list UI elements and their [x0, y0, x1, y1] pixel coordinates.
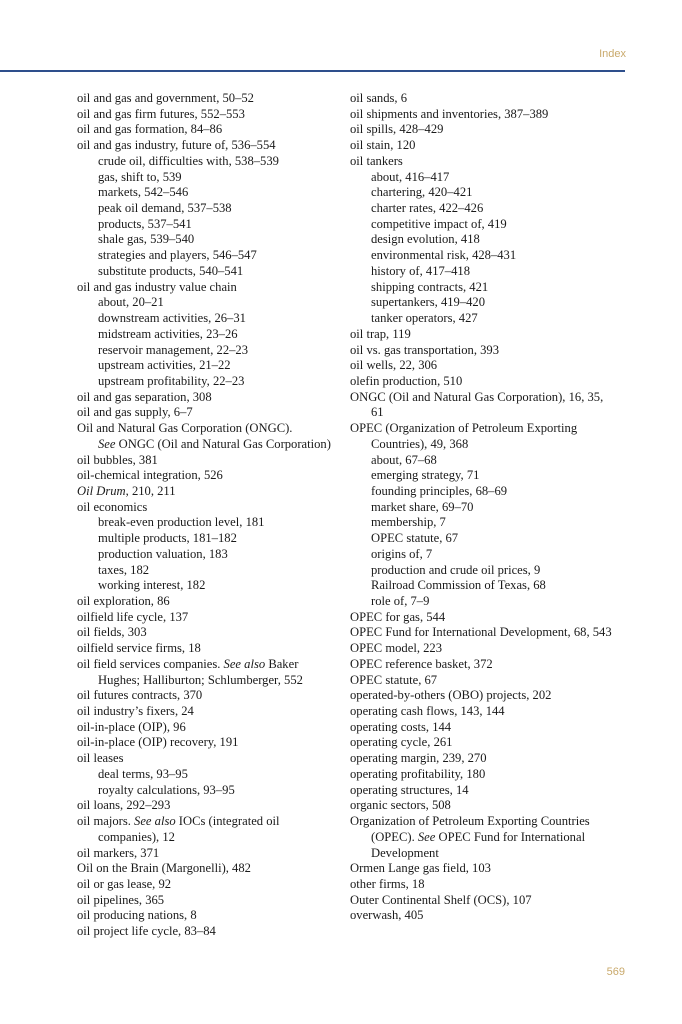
index-subentry: upstream activities, 21–22 — [98, 358, 231, 373]
index-entry — [77, 657, 339, 688]
index-entry: oil industry’s fixers, 24 — [77, 704, 194, 719]
index-entry: oil and gas separation, 308 — [77, 389, 212, 404]
index-entry — [350, 814, 612, 861]
index-entry: oil loans, 292–293 — [77, 798, 171, 813]
index-entry: OPEC model, 223 — [350, 641, 443, 656]
index-subentry: origins of, 7 — [371, 546, 433, 561]
entry-italic: See — [98, 436, 119, 451]
index-subentry: reservoir management, 22–23 — [98, 342, 249, 357]
index-subentry: taxes, 182 — [98, 562, 150, 577]
index-entry: OPEC reference basket, 372 — [350, 656, 493, 671]
index-subentry: history of, 417–418 — [371, 263, 470, 278]
index-subentry: competitive impact of, 419 — [371, 216, 507, 231]
entry-text: oil field services companies. — [77, 656, 221, 671]
index-entry: ONGC (Oil and Natural Gas Corporation), 16, 35, 61 — [350, 389, 604, 420]
index-entry: oil wells, 22, 306 — [350, 358, 438, 373]
index-subentry: Railroad Commission of Texas, 68 — [371, 578, 546, 593]
index-subentry: market share, 69–70 — [371, 499, 474, 514]
index-entry: oil and gas industry, future of, 536–554 — [77, 138, 276, 153]
index-column-left — [77, 91, 339, 940]
index-subentry: shipping contracts, 421 — [371, 279, 489, 294]
index-entry: oil pipelines, 365 — [77, 892, 165, 907]
index-subentry: multiple products, 181–182 — [98, 531, 237, 546]
index-entry: oil stain, 120 — [350, 138, 416, 153]
index-subentry: working interest, 182 — [98, 578, 206, 593]
index-subentry: about, 67–68 — [371, 452, 437, 467]
index-subentry: shale gas, 539–540 — [98, 232, 195, 247]
index-entry: oil vs. gas transportation, 393 — [350, 342, 500, 357]
index-entry: oil-in-place (OIP) recovery, 191 — [77, 735, 239, 750]
running-head: Index — [599, 48, 626, 60]
index-entry: Ormen Lange gas field, 103 — [350, 861, 491, 876]
index-entry: other firms, 18 — [350, 876, 425, 891]
index-entry: oil futures contracts, 370 — [77, 688, 203, 703]
index-subentry — [77, 437, 339, 453]
index-subentry: deal terms, 93–95 — [98, 766, 188, 781]
entry-reference: OPEC Fund for International Development — [371, 829, 586, 860]
index-entry: oil and gas firm futures, 552–553 — [77, 106, 245, 121]
index-entry: operating profitability, 180 — [350, 766, 486, 781]
index-entry: oil and gas industry value chain — [77, 279, 237, 294]
header-rule — [0, 70, 625, 72]
entry-italic: Oil Drum — [77, 483, 126, 498]
index-entry: oil and gas formation, 84–86 — [77, 122, 223, 137]
index-entry: Outer Continental Shelf (OCS), 107 — [350, 892, 532, 907]
entry-text: ONGC (Oil and Natural Gas Corporation) — [118, 436, 331, 451]
entry-text: , 210, 211 — [125, 483, 176, 498]
entry-see-also: See also — [220, 656, 269, 671]
entry-text: Organization of Petroleum Exporting Countries (OPEC). — [350, 814, 590, 844]
index-subentry: markets, 542–546 — [98, 185, 189, 200]
index-entry: oil fields, 303 — [77, 625, 147, 640]
index-subentry: crude oil, difficulties with, 538–539 — [98, 153, 279, 168]
entry-see-also: See also — [130, 814, 179, 829]
index-entry: oil sands, 6 — [350, 91, 408, 105]
entry-reference: IOCs (integrated oil companies), 12 — [98, 814, 280, 844]
index-entry: oil project life cycle, 83–84 — [77, 924, 216, 939]
index-entry: oil bubbles, 381 — [77, 452, 158, 467]
index-subentry: midstream activities, 23–26 — [98, 326, 238, 341]
index-subentry: supertankers, 419–420 — [371, 295, 486, 310]
index-entry: operated-by-others (OBO) projects, 202 — [350, 688, 552, 703]
index-entry: operating margin, 239, 270 — [350, 751, 487, 766]
index-subentry: OPEC statute, 67 — [371, 531, 459, 546]
index-subentry: strategies and players, 546–547 — [98, 248, 257, 263]
index-entry: oil exploration, 86 — [77, 594, 170, 608]
index-subentry: charter rates, 422–426 — [371, 201, 484, 216]
entry-see-also: See — [414, 829, 439, 844]
index-subentry: royalty calculations, 93–95 — [98, 782, 235, 797]
entry-text: oil majors. — [77, 814, 131, 829]
index-entry: oil producing nations, 8 — [77, 908, 197, 923]
index-entry: OPEC Fund for International Development, 68, 543 — [350, 625, 612, 640]
index-subentry: about, 416–417 — [371, 169, 450, 184]
index-entry — [77, 814, 339, 845]
index-entry: OPEC (Organization of Petroleum Exporting Countries), 49, 368 — [350, 421, 578, 451]
index-subentry: founding principles, 68–69 — [371, 483, 508, 498]
index-subentry: role of, 7–9 — [371, 594, 430, 608]
index-subentry: membership, 7 — [371, 515, 446, 530]
index-entry: operating structures, 14 — [350, 782, 469, 797]
index-subentry: break-even production level, 181 — [98, 515, 265, 530]
index-subentry: gas, shift to, 539 — [98, 169, 182, 184]
index-entry: oil trap, 119 — [350, 326, 411, 341]
index-entry: oil and gas and government, 50–52 — [77, 91, 254, 105]
index-subentry: peak oil demand, 537–538 — [98, 201, 232, 216]
index-entry: oil and gas supply, 6–7 — [77, 405, 193, 420]
index-subentry: design evolution, 418 — [371, 232, 480, 247]
index-entry: oil economics — [77, 499, 148, 514]
index-subentry: about, 20–21 — [98, 295, 164, 310]
entry-reference: Baker Hughes; Halliburton; Schlumberger, 552 — [98, 656, 303, 687]
index-subentry: production valuation, 183 — [98, 546, 228, 561]
index-entry: oil shipments and inventories, 387–389 — [350, 106, 549, 121]
index-entry: operating cycle, 261 — [350, 735, 453, 750]
page-number: 569 — [606, 966, 625, 978]
index-subentry: chartering, 420–421 — [371, 185, 473, 200]
index-entry: oil-in-place (OIP), 96 — [77, 719, 186, 734]
index-entry: oilfield life cycle, 137 — [77, 609, 189, 624]
index-entry: oil markers, 371 — [77, 845, 160, 860]
index-subentry: emerging strategy, 71 — [371, 468, 480, 483]
index-subentry: substitute products, 540–541 — [98, 263, 244, 278]
index-entry: operating costs, 144 — [350, 719, 452, 734]
index-column-right — [350, 91, 612, 924]
index-subentry: downstream activities, 26–31 — [98, 311, 246, 326]
index-entry: oil leases — [77, 751, 124, 766]
index-entry: organic sectors, 508 — [350, 798, 451, 813]
index-entry: olefin production, 510 — [350, 373, 463, 388]
index-entry: OPEC for gas, 544 — [350, 609, 446, 624]
index-entry: oil spills, 428–429 — [350, 122, 444, 137]
index-subentry: upstream profitability, 22–23 — [98, 373, 245, 388]
index-entry — [77, 484, 339, 500]
index-entry: operating cash flows, 143, 144 — [350, 704, 505, 719]
index-entry: overwash, 405 — [350, 908, 424, 923]
index-entry: oil or gas lease, 92 — [77, 876, 172, 891]
index-entry: oilfield service firms, 18 — [77, 641, 201, 656]
index-subentry: environmental risk, 428–431 — [371, 248, 517, 263]
index-entry: Oil and Natural Gas Corporation (ONGC). — [77, 421, 293, 436]
index-entry: oil tankers — [350, 153, 403, 168]
index-subentry: tanker operators, 427 — [371, 311, 478, 326]
index-entry: OPEC statute, 67 — [350, 672, 438, 687]
index-subentry: production and crude oil prices, 9 — [371, 562, 541, 577]
index-entry: Oil on the Brain (Margonelli), 482 — [77, 861, 251, 876]
index-subentry: products, 537–541 — [98, 216, 192, 231]
index-entry: oil-chemical integration, 526 — [77, 468, 223, 483]
